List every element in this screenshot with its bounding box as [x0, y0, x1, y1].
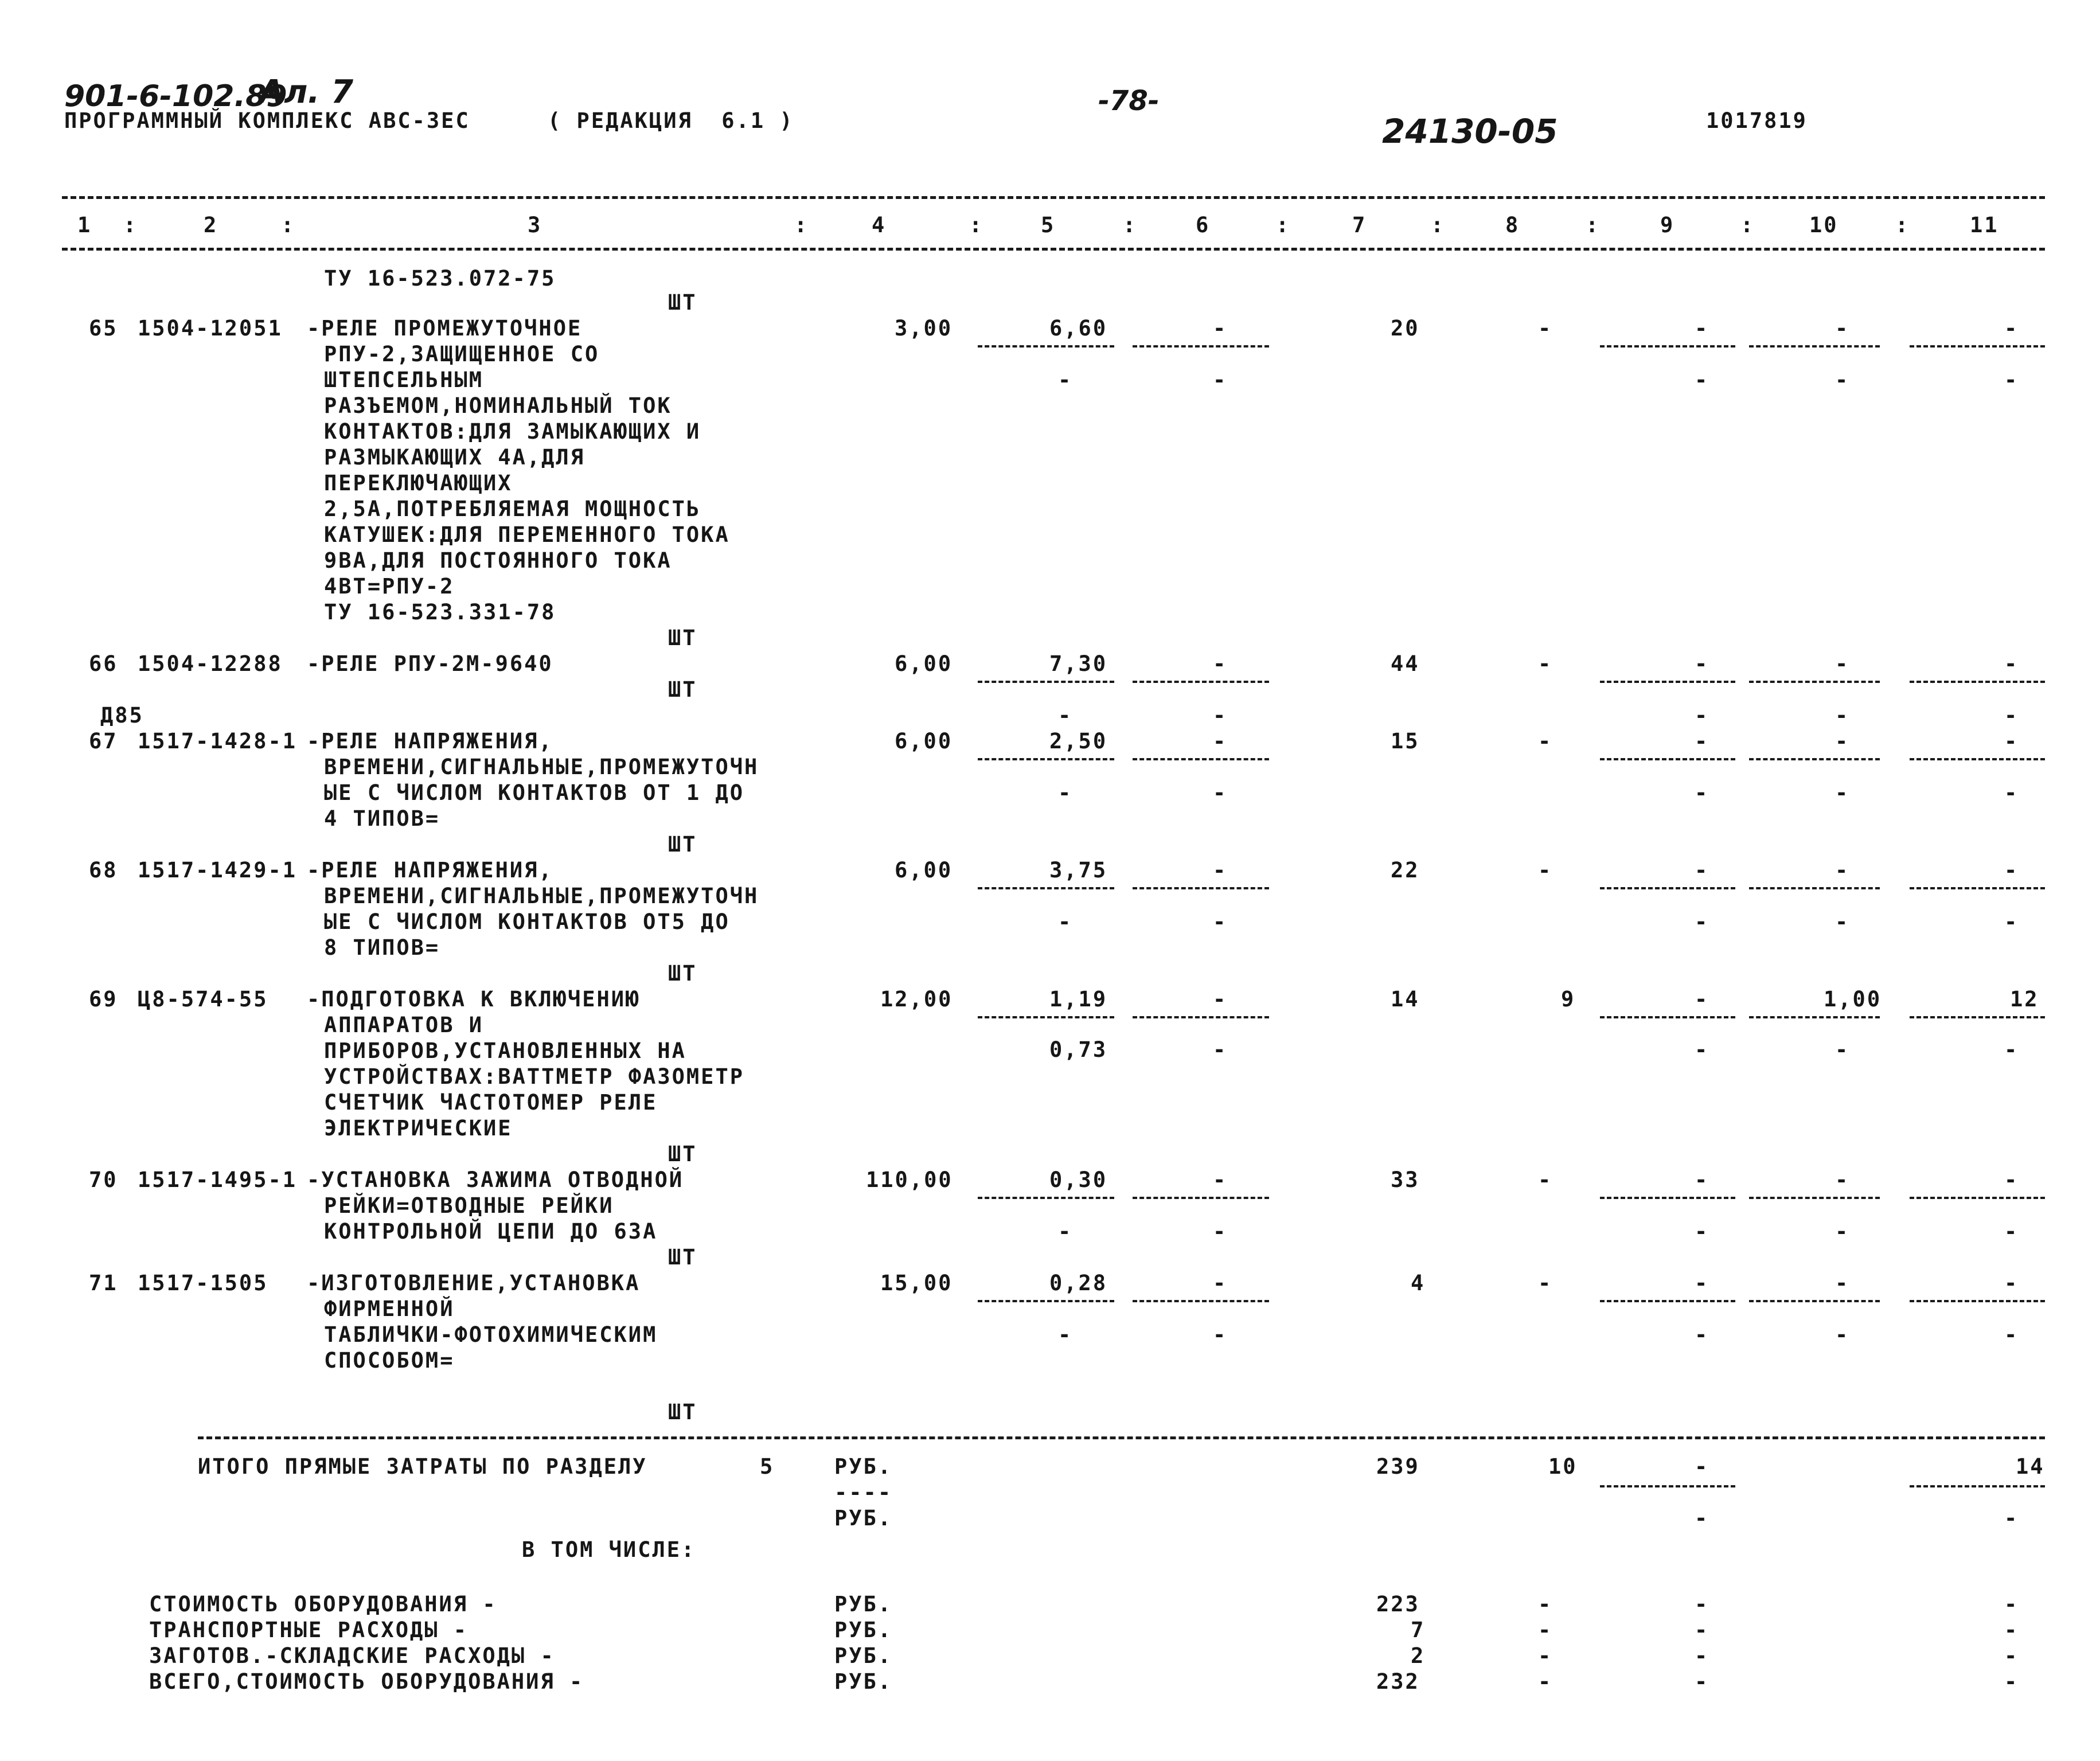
summary-unit: РУБ. — [834, 1592, 893, 1616]
header-rule-bottom — [62, 248, 2045, 251]
column-separator: : — [1586, 213, 1601, 237]
cell-divider-rule — [1910, 1016, 2045, 1018]
totals-rule — [198, 1436, 2045, 1439]
empty-cell-dash: - — [1695, 1219, 1708, 1244]
cell-divider-rule — [1600, 681, 1735, 683]
empty-cell-dash: - — [1538, 1271, 1551, 1295]
cell-divider-rule — [978, 887, 1114, 889]
summary-unit: РУБ. — [834, 1643, 893, 1668]
total-value: 15 — [1391, 729, 1420, 753]
cell-divider-rule — [1600, 345, 1735, 347]
column-header-7: 7 — [1352, 213, 1367, 237]
column-header-6: 6 — [1196, 213, 1211, 237]
empty-cell-dash: - — [1835, 858, 1848, 883]
column-header-9: 9 — [1660, 213, 1675, 237]
item-description: РЕЙКИ=ОТВОДНЫЕ РЕЙКИ — [324, 1193, 614, 1218]
empty-cell-dash: - — [2004, 1271, 2017, 1295]
item-description: ФИРМЕННОЙ — [324, 1297, 455, 1321]
cell-divider-rule — [1600, 1485, 1735, 1487]
row-number: 65 — [89, 316, 118, 341]
empty-cell-dash: - — [2004, 780, 2017, 805]
empty-cell-dash: - — [1695, 1618, 1708, 1642]
summary-label: ТРАНСПОРТНЫЕ РАСХОДЫ - — [149, 1618, 469, 1642]
summary-value: 223 — [1376, 1592, 1420, 1616]
empty-cell-dash: - — [1213, 909, 1226, 934]
item-description: 4ВТ=РПУ-2 — [324, 574, 455, 599]
empty-cell-dash: - — [1538, 729, 1551, 753]
empty-cell-dash: - — [1213, 368, 1226, 392]
summary-label: ВСЕГО,СТОИМОСТЬ ОБОРУДОВАНИЯ - — [149, 1669, 584, 1694]
item-description: РАЗМЫКАЮЩИХ 4А,ДЛЯ — [324, 445, 585, 470]
totals-section: 5 — [760, 1454, 775, 1479]
item-description: ТУ 16-523.331-78 — [324, 600, 556, 624]
handwritten-page-number: -78- — [1098, 85, 1160, 117]
empty-cell-dash: - — [1835, 651, 1848, 676]
cell-divider-rule — [1910, 1485, 2045, 1487]
empty-cell-dash: - — [1213, 1271, 1226, 1295]
quantity-value: 12,00 — [880, 987, 953, 1012]
column-11-value: 12 — [2010, 987, 2039, 1012]
item-description: -РЕЛЕ НАПРЯЖЕНИЯ, — [307, 858, 553, 883]
item-description: КОНТРОЛЬНОЙ ЦЕПИ ДО 63А — [324, 1219, 658, 1244]
column-header-11: 11 — [1970, 213, 1999, 237]
empty-cell-dash: - — [2004, 651, 2017, 676]
item-description: ПЕРЕКЛЮЧАЮЩИХ — [324, 471, 513, 495]
empty-cell-dash: - — [2004, 858, 2017, 883]
empty-cell-dash: - — [1695, 1322, 1708, 1347]
empty-cell-dash: - — [2004, 316, 2017, 341]
row-number: 66 — [89, 651, 118, 676]
item-description: ЫЕ С ЧИСЛОМ КОНТАКТОВ ОТ 1 ДО — [324, 780, 745, 805]
item-description: 8 ТИПОВ= — [324, 935, 440, 960]
empty-cell-dash: - — [1835, 909, 1848, 934]
empty-cell-dash: - — [1695, 1592, 1708, 1616]
column-separator: : — [1276, 213, 1291, 237]
total-value: 14 — [1391, 987, 1420, 1012]
item-description: КОНТАКТОВ:ДЛЯ ЗАМЫКАЮЩИХ И — [324, 419, 701, 444]
empty-cell-dash: - — [2004, 1643, 2017, 1668]
column-header-3: 3 — [528, 213, 542, 237]
empty-cell-dash: - — [1213, 780, 1226, 805]
cell-divider-rule — [1749, 1197, 1880, 1199]
cell-divider-rule — [1133, 681, 1269, 683]
price-code: Ц8-574-55 — [138, 987, 268, 1012]
row-number: 67 — [89, 729, 118, 753]
item-description: -РЕЛЕ РПУ-2М-9640 — [307, 651, 553, 676]
empty-cell-dash: - — [1213, 987, 1226, 1012]
empty-cell-dash: - — [1058, 703, 1071, 728]
empty-cell-dash: - — [2004, 1168, 2017, 1192]
column-header-10: 10 — [1809, 213, 1839, 237]
cell-divider-rule — [1910, 681, 2045, 683]
item-description: УСТРОЙСТВАХ:ВАТТМЕТР ФАЗОМЕТР — [324, 1064, 745, 1089]
summary-unit: РУБ. — [834, 1618, 893, 1642]
totals-unit-secondary: РУБ. — [834, 1506, 893, 1530]
cell-divider-rule — [1910, 1197, 2045, 1199]
empty-cell-dash: - — [1835, 703, 1848, 728]
empty-cell-dash: - — [1058, 1219, 1071, 1244]
empty-cell-dash: - — [1058, 780, 1071, 805]
cell-divider-rule — [1910, 1300, 2045, 1302]
cell-divider-rule — [1749, 758, 1880, 760]
item-description: ВРЕМЕНИ,СИГНАЛЬНЫЕ,ПРОМЕЖУТОЧН — [324, 755, 759, 779]
empty-cell-dash: - — [2004, 703, 2017, 728]
cell-divider-rule — [1133, 887, 1269, 889]
column-separator: : — [1740, 213, 1755, 237]
cell-divider-rule — [978, 758, 1114, 760]
cell-divider-rule — [1133, 758, 1269, 760]
empty-cell-dash: - — [1058, 1322, 1071, 1347]
column-header-8: 8 — [1505, 213, 1520, 237]
unit-label: ШТ — [668, 1400, 697, 1424]
unit-label: ШТ — [668, 626, 697, 650]
price-code: 1517-1495-1 — [138, 1168, 298, 1192]
row-number: 70 — [89, 1168, 118, 1192]
price-code: 1517-1428-1 — [138, 729, 298, 753]
column-separator: : — [281, 213, 296, 237]
cell-divider-rule — [1749, 1300, 1880, 1302]
item-description: ШТЕПСЕЛЬНЫМ — [324, 368, 484, 392]
empty-cell-dash: - — [1538, 1669, 1551, 1694]
unit-cost-value: 6,60 — [1049, 316, 1108, 341]
item-description: ТАБЛИЧКИ-ФОТОХИМИЧЕСКИМ — [324, 1322, 658, 1347]
unit-label: ШТ — [668, 832, 697, 857]
empty-cell-dash: - — [1213, 703, 1226, 728]
quantity-value: 3,00 — [895, 316, 953, 341]
empty-cell-dash: - — [1835, 1037, 1848, 1062]
total-value: 44 — [1391, 651, 1420, 676]
header-rule-top — [62, 196, 2045, 199]
price-code: 1504-12288 — [138, 651, 283, 676]
empty-cell-dash: - — [1538, 1618, 1551, 1642]
totals-column-8: 10 — [1548, 1454, 1578, 1479]
cell-divider-rule — [1600, 1016, 1735, 1018]
unit-cost-value: 0,28 — [1049, 1271, 1108, 1295]
price-code: 1517-1429-1 — [138, 858, 298, 883]
item-description: СЧЕТЧИК ЧАСТОТОМЕР РЕЛЕ — [324, 1090, 658, 1115]
empty-cell-dash: - — [1058, 368, 1071, 392]
column-separator: : — [1895, 213, 1910, 237]
total-value: 20 — [1391, 316, 1420, 341]
item-description: 2,5А,ПОТРЕБЛЯЕМАЯ МОЩНОСТЬ — [324, 497, 701, 521]
empty-cell-dash: - — [1213, 1322, 1226, 1347]
cell-divider-rule — [1133, 1016, 1269, 1018]
empty-cell-dash: - — [1695, 1037, 1708, 1062]
totals-unit-line: ---- — [834, 1480, 893, 1505]
empty-cell-dash: - — [1835, 1219, 1848, 1244]
total-value: 4 — [1411, 1271, 1426, 1295]
cell-divider-rule — [1600, 1300, 1735, 1302]
item-description: АППАРАТОВ И — [324, 1013, 484, 1037]
empty-cell-dash: - — [2004, 1618, 2017, 1642]
empty-cell-dash: - — [1695, 316, 1708, 341]
document-number: 1017819 — [1706, 108, 1808, 133]
row-number: 71 — [89, 1271, 118, 1295]
total-value: 22 — [1391, 858, 1420, 883]
cell-divider-rule — [978, 1300, 1114, 1302]
cell-divider-rule — [1910, 345, 2045, 347]
item-description: ПРИБОРОВ,УСТАНОВЛЕННЫХ НА — [324, 1038, 686, 1063]
empty-cell-dash: - — [2004, 1669, 2017, 1694]
empty-cell-dash: - — [1213, 651, 1226, 676]
empty-cell-dash: - — [1835, 729, 1848, 753]
cell-divider-rule — [1600, 1197, 1735, 1199]
empty-cell-dash: - — [1538, 1168, 1551, 1192]
empty-cell-dash: - — [1695, 1643, 1708, 1668]
spec-reference: ТУ 16-523.072-75 — [324, 266, 556, 291]
cell-divider-rule — [1133, 1197, 1269, 1199]
item-description: РАЗЪЕМОМ,НОМИНАЛЬНЫЙ ТОК — [324, 393, 672, 418]
program-title: ПРОГРАММНЫЙ КОМПЛЕКС АВС-3ЕС — [64, 108, 470, 133]
row-number: 69 — [89, 987, 118, 1012]
summary-value: 2 — [1411, 1643, 1426, 1668]
empty-cell-dash: - — [1213, 316, 1226, 341]
empty-cell-dash: - — [1695, 368, 1708, 392]
empty-cell-dash: - — [1695, 1168, 1708, 1192]
unit-cost-value: 0,30 — [1049, 1168, 1108, 1192]
empty-cell-dash: - — [2004, 1322, 2017, 1347]
unit-cost-secondary: 0,73 — [1049, 1037, 1108, 1062]
cell-divider-rule — [1910, 887, 2045, 889]
empty-cell-dash: - — [1695, 1454, 1708, 1479]
empty-cell-dash: - — [1538, 1592, 1551, 1616]
column-header-4: 4 — [872, 213, 887, 237]
totals-column-11: 14 — [2016, 1454, 2045, 1479]
empty-cell-dash: - — [1058, 909, 1071, 934]
cell-divider-rule — [1749, 887, 1880, 889]
unit-label: ШТ — [668, 677, 697, 702]
cell-divider-rule — [978, 1016, 1114, 1018]
empty-cell-dash: - — [2004, 729, 2017, 753]
handwritten-project-number: 901-6-102.89 — [64, 79, 287, 114]
empty-cell-dash: - — [1695, 987, 1708, 1012]
cell-divider-rule — [1133, 345, 1269, 347]
cell-divider-rule — [978, 345, 1114, 347]
unit-label: ШТ — [668, 1142, 697, 1166]
column-header-1: 1 — [77, 213, 92, 237]
empty-cell-dash: - — [2004, 909, 2017, 934]
summary-unit: РУБ. — [834, 1669, 893, 1694]
column-separator: : — [123, 213, 138, 237]
totals-column-7: 239 — [1376, 1454, 1420, 1479]
empty-cell-dash: - — [1213, 1219, 1226, 1244]
unit-cost-value: 7,30 — [1049, 651, 1108, 676]
cell-divider-rule — [978, 1197, 1114, 1199]
item-description: -РЕЛЕ ПРОМЕЖУТОЧНОЕ — [307, 316, 583, 341]
item-description: -ПОДГОТОВКА К ВКЛЮЧЕНИЮ — [307, 987, 641, 1012]
summary-value: 232 — [1376, 1669, 1420, 1694]
cell-divider-rule — [1133, 1300, 1269, 1302]
empty-cell-dash: - — [1213, 729, 1226, 753]
empty-cell-dash: - — [1695, 1506, 1708, 1530]
empty-cell-dash: - — [1695, 651, 1708, 676]
cell-divider-rule — [978, 681, 1114, 683]
column-separator: : — [969, 213, 984, 237]
unit-label: ШТ — [668, 290, 697, 315]
cell-divider-rule — [1600, 887, 1735, 889]
column-10-value: 1,00 — [1824, 987, 1882, 1012]
summary-value: 7 — [1411, 1618, 1426, 1642]
total-value: 33 — [1391, 1168, 1420, 1192]
handwritten-album-number: Ал. 7 — [259, 73, 354, 111]
item-description: ЫЕ С ЧИСЛОМ КОНТАКТОВ ОТ5 ДО — [324, 909, 730, 934]
column-separator: : — [1431, 213, 1446, 237]
empty-cell-dash: - — [1213, 1037, 1226, 1062]
item-description: КАТУШЕК:ДЛЯ ПЕРЕМЕННОГО ТОКА — [324, 522, 730, 547]
totals-label: ИТОГО ПРЯМЫЕ ЗАТРАТЫ ПО РАЗДЕЛУ — [198, 1454, 647, 1479]
row-prefix: Д85 — [100, 703, 144, 728]
unit-cost-value: 1,19 — [1049, 987, 1108, 1012]
including-heading: В ТОМ ЧИСЛЕ: — [522, 1537, 696, 1562]
empty-cell-dash: - — [1835, 1271, 1848, 1295]
summary-label: СТОИМОСТЬ ОБОРУДОВАНИЯ - — [149, 1592, 497, 1616]
empty-cell-dash: - — [1538, 858, 1551, 883]
empty-cell-dash: - — [1835, 780, 1848, 805]
quantity-value: 15,00 — [880, 1271, 953, 1295]
edition-label: ( РЕДАКЦИЯ 6.1 ) — [548, 108, 794, 133]
summary-label: ЗАГОТОВ.-СКЛАДСКИЕ РАСХОДЫ - — [149, 1643, 555, 1668]
item-description: 4 ТИПОВ= — [324, 806, 440, 831]
unit-label: ШТ — [668, 1245, 697, 1270]
column-separator: : — [794, 213, 809, 237]
empty-cell-dash: - — [1213, 1168, 1226, 1192]
cell-divider-rule — [1749, 345, 1880, 347]
empty-cell-dash: - — [2004, 1219, 2017, 1244]
empty-cell-dash: - — [1538, 316, 1551, 341]
quantity-value: 6,00 — [895, 651, 953, 676]
column-separator: : — [1123, 213, 1138, 237]
item-description: РПУ-2,ЗАЩИЩЕННОЕ СО — [324, 342, 600, 366]
unit-cost-value: 3,75 — [1049, 858, 1108, 883]
empty-cell-dash: - — [2004, 1592, 2017, 1616]
empty-cell-dash: - — [1538, 651, 1551, 676]
item-description: -ИЗГОТОВЛЕНИЕ,УСТАНОВКА — [307, 1271, 641, 1295]
quantity-value: 6,00 — [895, 858, 953, 883]
cell-divider-rule — [1749, 681, 1880, 683]
column-header-2: 2 — [204, 213, 218, 237]
totals-unit: РУБ. — [834, 1454, 893, 1479]
empty-cell-dash: - — [1695, 703, 1708, 728]
item-description: -РЕЛЕ НАПРЯЖЕНИЯ, — [307, 729, 553, 753]
empty-cell-dash: - — [1835, 1168, 1848, 1192]
item-description: СПОСОБОМ= — [324, 1348, 455, 1373]
empty-cell-dash: - — [1695, 780, 1708, 805]
item-description: -УСТАНОВКА ЗАЖИМА ОТВОДНОЙ — [307, 1168, 684, 1192]
empty-cell-dash: - — [1835, 1322, 1848, 1347]
empty-cell-dash: - — [1695, 1669, 1708, 1694]
cell-divider-rule — [1600, 758, 1735, 760]
item-description: 9ВА,ДЛЯ ПОСТОЯННОГО ТОКА — [324, 548, 672, 573]
price-code: 1504-12051 — [138, 316, 283, 341]
empty-cell-dash: - — [1538, 1643, 1551, 1668]
quantity-value: 6,00 — [895, 729, 953, 753]
empty-cell-dash: - — [1835, 316, 1848, 341]
empty-cell-dash: - — [2004, 1037, 2017, 1062]
cell-divider-rule — [1910, 758, 2045, 760]
price-code: 1517-1505 — [138, 1271, 268, 1295]
unit-cost-value: 2,50 — [1049, 729, 1108, 753]
empty-cell-dash: - — [1835, 368, 1848, 392]
unit-label: ШТ — [668, 961, 697, 986]
empty-cell-dash: - — [1695, 858, 1708, 883]
quantity-value: 110,00 — [866, 1168, 953, 1192]
cell-divider-rule — [1749, 1016, 1880, 1018]
empty-cell-dash: - — [1695, 909, 1708, 934]
empty-cell-dash: - — [2004, 1506, 2017, 1530]
item-description: ЭЛЕКТРИЧЕСКИЕ — [324, 1116, 513, 1141]
column-8-value: 9 — [1561, 987, 1576, 1012]
empty-cell-dash: - — [1695, 729, 1708, 753]
empty-cell-dash: - — [1695, 1271, 1708, 1295]
handwritten-code: 24130-05 — [1382, 112, 1558, 151]
empty-cell-dash: - — [2004, 368, 2017, 392]
row-number: 68 — [89, 858, 118, 883]
column-header-5: 5 — [1041, 213, 1056, 237]
empty-cell-dash: - — [1213, 858, 1226, 883]
item-description: ВРЕМЕНИ,СИГНАЛЬНЫЕ,ПРОМЕЖУТОЧН — [324, 884, 759, 908]
